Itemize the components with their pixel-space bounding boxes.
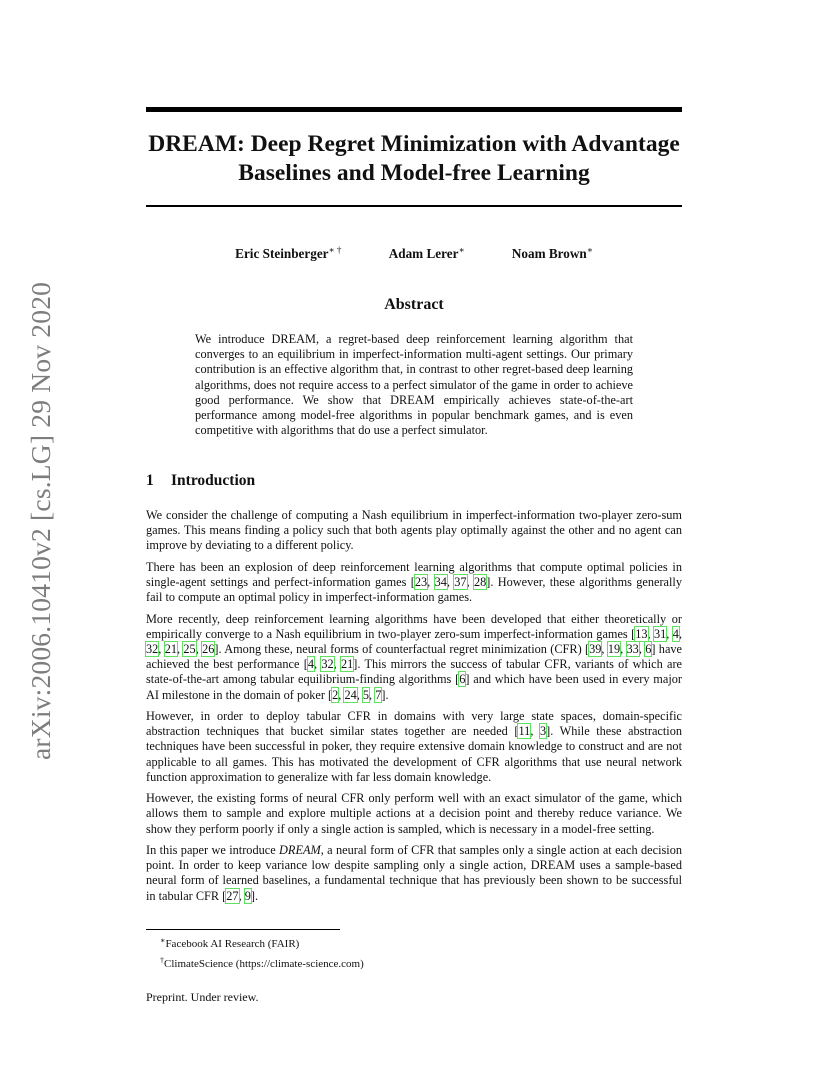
footnote-rule: [146, 929, 340, 930]
abstract-text: We introduce DREAM, a regret-based deep reinforcement learning algorithm that converges to an equilibrium in imperfect-information multi-agent settings. Our primary contribution is an effective algorithm that, in contrast to other regret-based deep learning algorithms, does not require access to a perfect simulator of the game in order to achieve good performance. We show that DREAM empirically achieves state-of-the-art performance among model-free algorithms in popular benchmark games, and is even competitive with algorithms that do use a perfect simulator.: [195, 332, 633, 438]
citation-link[interactable]: 5: [362, 687, 370, 702]
citation-link[interactable]: 21: [340, 657, 354, 672]
author: Adam Lerer∗: [388, 245, 465, 261]
paragraph: However, in order to deploy tabular CFR in domains with very large state spaces, domain-specific abstraction techniques that bucket similar states together are needed [11, 3]. While these abstraction techniques have been successful in poker, they require extensive domain knowledge to construct and are not applicable to all games. This has motivated the development of CFR algorithms that use neural network function approximation to generalize with far less domain knowledge.: [146, 709, 682, 784]
citation-link[interactable]: 26: [202, 642, 215, 656]
section-heading: [146, 472, 255, 490]
paragraph: There has been an explosion of deep reinforcement learning algorithms that compute optimal policies in single-agent settings and perfect-information games [23, 34, 37, 28]. However, these algorithms generally fail to compute an optimal policy in imperfect-information games.: [146, 559, 682, 605]
footnote: †ClimateScience (https://climate-science.com): [160, 955, 364, 970]
citation-link[interactable]: 13: [635, 626, 648, 641]
preprint-note: Preprint. Under review.: [146, 990, 259, 1004]
abstract-heading: Abstract: [384, 296, 444, 313]
citation-link[interactable]: 25: [183, 642, 196, 656]
footnote: ∗Facebook AI Research (FAIR): [160, 936, 300, 950]
citation-link[interactable]: 4: [307, 657, 314, 672]
footnotes: [160, 933, 364, 972]
citation-link[interactable]: 34: [434, 575, 447, 589]
citation-link[interactable]: 32: [321, 657, 334, 672]
citation-link[interactable]: 28: [473, 575, 487, 589]
paragraph: In this paper we introduce DREAM, a neural form of CFR that samples only a single action at each decision point. In order to keep variance low despite sampling only a single action, DREAM uses a sample-based neural form of learned baselines, a fundamental technique that has previously been shown to be successful in tabular CFR [27, 9].: [146, 843, 682, 903]
paragraph: More recently, deep reinforcement learning algorithms have been developed that either theoretically or empirically converge to a Nash equilibrium in two-player zero-sum imperfect-information games [13, 31, 4, 32, 21, 25, 26]. Among these, neural forms of counterfactual regret minimization (CFR) [39, 19, 33, 6] have achieved the best performance [4, 32, 21]. This mirrors the success of tabular CFR, variants of which are state-of-the-art among tabular equilibrium-finding algorithms [6] and which have been used in every major AI milestone in the domain of poker [2, 24, 5, 7].: [146, 611, 683, 702]
citation-link[interactable]: 7: [375, 687, 382, 702]
author: Noam Brown∗: [511, 245, 593, 261]
citation-link[interactable]: 3: [539, 724, 547, 739]
citation-link[interactable]: 9: [244, 888, 251, 903]
citation-link[interactable]: 32: [146, 642, 159, 656]
citation-link[interactable]: 2: [332, 687, 339, 702]
paragraph: We consider the challenge of computing a Nash equilibrium in imperfect-information two-player zero-sum games. This means finding a policy such that both agents play optimally against the other and no agent can improve by deviating to a different policy.: [146, 508, 682, 553]
citation-link[interactable]: 11: [518, 724, 531, 739]
citation-link[interactable]: 37: [454, 575, 467, 589]
title-top-rule: [146, 107, 682, 112]
arxiv-stamp: arXiv:2006.10410v2 [cs.LG] 29 Nov 2020: [25, 281, 56, 760]
author: Eric Steinberger∗ †: [235, 245, 342, 261]
citation-link[interactable]: 19: [607, 642, 621, 656]
paragraph: However, the existing forms of neural CFR only perform well with an exact simulator of the game, which allows them to sample and explore multiple actions at a decision point and thereby reduce variance. We show they perform poorly if only a single action is sampled, which is necessary in a model-free setting.: [146, 791, 682, 836]
citation-link[interactable]: 6: [459, 672, 466, 687]
citation-link[interactable]: 31: [654, 626, 667, 641]
citation-link[interactable]: 27: [226, 888, 239, 903]
section-number: 1: [146, 472, 154, 489]
citation-link[interactable]: 39: [589, 642, 602, 656]
citation-link[interactable]: 4: [672, 626, 679, 641]
citation-link[interactable]: 23: [414, 575, 428, 589]
citation-link[interactable]: 24: [344, 687, 357, 702]
paper-title: DREAM: Deep Regret Minimization with Advantage Baselines and Model-free Learning: [148, 131, 680, 186]
citation-link[interactable]: 33: [626, 642, 639, 656]
citation-link[interactable]: 21: [164, 642, 177, 656]
title-bottom-rule: [146, 205, 682, 207]
body-text: [146, 508, 682, 910]
author-list: [146, 242, 682, 262]
citation-link[interactable]: 6: [645, 642, 652, 656]
section-title: Introduction: [171, 472, 256, 489]
